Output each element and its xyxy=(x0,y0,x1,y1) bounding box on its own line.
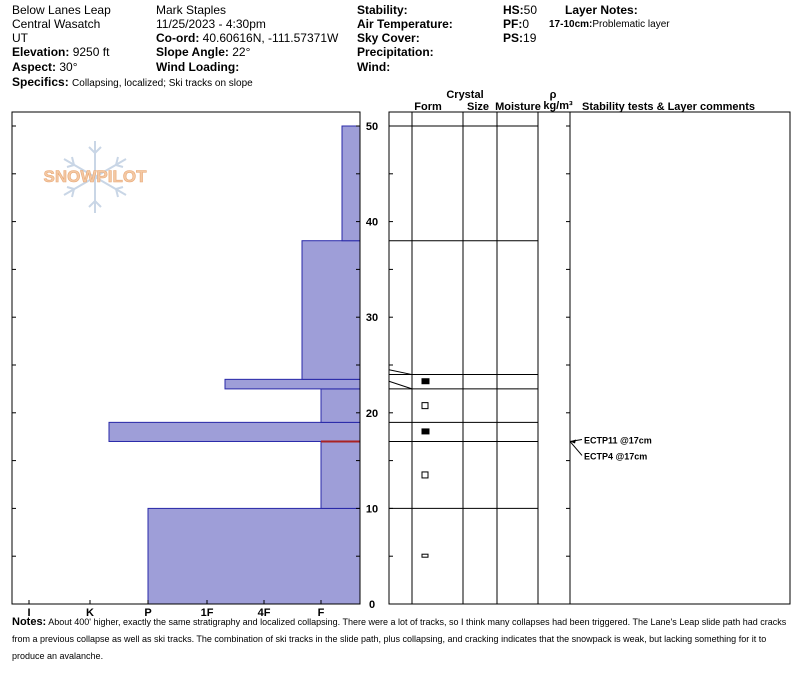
state: UT xyxy=(12,31,28,45)
crystal-form-symbol-0 xyxy=(422,554,428,557)
size-header: Size xyxy=(466,101,489,113)
test-arrow-1 xyxy=(570,441,582,455)
pf-label: PF: xyxy=(503,17,523,31)
stability-label: Stability: xyxy=(357,3,408,17)
aspect-value: 30° xyxy=(59,60,78,74)
notes-label: Notes: xyxy=(12,616,47,628)
wind-label: Wind: xyxy=(357,60,391,74)
hardness-layer-4 xyxy=(225,379,360,389)
elevation-label: Elevation: xyxy=(12,45,70,59)
table-frame xyxy=(389,112,790,604)
stability-tests xyxy=(570,435,652,461)
hs-label: HS: xyxy=(503,3,524,17)
crystal-connector-slant-bottom xyxy=(389,381,412,389)
hardness-layer-6 xyxy=(342,126,360,241)
precip-label: Precipitation: xyxy=(357,45,434,59)
crystal-form-symbol-1 xyxy=(422,472,428,478)
y-tick-label-5: 50 xyxy=(365,121,379,133)
y-tick-label-1: 10 xyxy=(365,503,379,516)
stability-header: Stability tests & Layer comments xyxy=(582,101,756,113)
crystal-form-symbol-3 xyxy=(422,403,428,409)
ps-label: PS: xyxy=(503,31,524,45)
y-tick-label-2: 20 xyxy=(365,407,379,420)
crystal-header: Crystal xyxy=(446,89,484,101)
layer-notes-label: Layer Notes: xyxy=(565,3,638,17)
hardness-layer-5 xyxy=(302,241,360,380)
ps-value: 19 xyxy=(523,31,537,45)
aspect-label: Aspect: xyxy=(12,60,57,74)
x-tick-label-2: P xyxy=(144,607,152,619)
wind-loading-label: Wind Loading: xyxy=(156,60,240,74)
specifics-value: Collapsing, localized; Ski tracks on slope xyxy=(72,78,253,89)
layer-note-text: Problematic layer xyxy=(592,19,670,30)
snowflake-icon xyxy=(33,138,157,216)
notes-text: About 400' higher, exactly the same stratigraphy and localized collapsing. There were a lot of tracks, so I think many collapses had been triggered. The Lane's Leap slide path had cracks from a previous collapse as well as ski tracks. The combination of ski tracks in the slide path, plus collapsing, and cracking indicates that the snowpack is weak, but lacking something for it to produce an avalanche. xyxy=(12,617,787,661)
stability-test-1: ECTP4 @17cm xyxy=(584,451,648,462)
crystal-form-symbol-4 xyxy=(422,379,429,384)
moisture-header: Moisture xyxy=(495,101,541,113)
stability-test-0: ECTP11 @17cm xyxy=(584,435,652,446)
hs-value: 50 xyxy=(523,3,538,17)
x-tick-label-3: 1F xyxy=(200,607,214,619)
hardness-layer-3 xyxy=(321,389,360,422)
pf-value: 0 xyxy=(522,17,530,31)
observer: Mark Staples xyxy=(156,3,227,17)
layer-note-depth: 17-10cm: xyxy=(549,19,593,30)
density-unit-header: kg/m³ xyxy=(543,100,573,112)
air-temp-label: Air Temperature: xyxy=(357,17,453,31)
rho-header: ρ xyxy=(549,89,557,101)
sky-cover-label: Sky Cover: xyxy=(357,31,420,45)
specifics-label: Specifics: xyxy=(12,75,69,89)
form-header: Form xyxy=(414,101,442,113)
slope-label: Slope Angle: xyxy=(156,45,229,59)
crystal-form-symbol-2 xyxy=(422,429,429,434)
y-tick-label-3: 30 xyxy=(365,312,379,325)
snowpilot-logo xyxy=(33,138,157,216)
coord-label: Co-ord: xyxy=(156,31,200,45)
range: Central Wasatch xyxy=(12,17,101,31)
elevation-value: 9250 ft xyxy=(72,45,110,59)
crystal-connector-slant-top xyxy=(389,370,412,375)
y-tick-label-4: 40 xyxy=(365,216,379,229)
hardness-layer-2 xyxy=(109,422,360,441)
y-tick-label-0: 0 xyxy=(368,599,376,611)
hardness-layer-1 xyxy=(321,441,360,508)
x-tick-label-1: K xyxy=(86,607,94,619)
location: Below Lanes Leap xyxy=(12,3,111,17)
x-tick-label-4: 4F xyxy=(257,607,271,619)
datetime: 11/25/2023 - 4:30pm xyxy=(156,17,266,31)
logo-wordmark: SNOWPILOT xyxy=(43,167,147,186)
coord-value: 40.60616N, -111.57371W xyxy=(202,31,339,45)
x-tick-label-5: F xyxy=(317,607,325,619)
hardness-layer-0 xyxy=(148,508,360,604)
notes xyxy=(12,614,788,665)
x-tick-label-0: I xyxy=(27,607,31,619)
slope-value: 22° xyxy=(232,45,251,59)
